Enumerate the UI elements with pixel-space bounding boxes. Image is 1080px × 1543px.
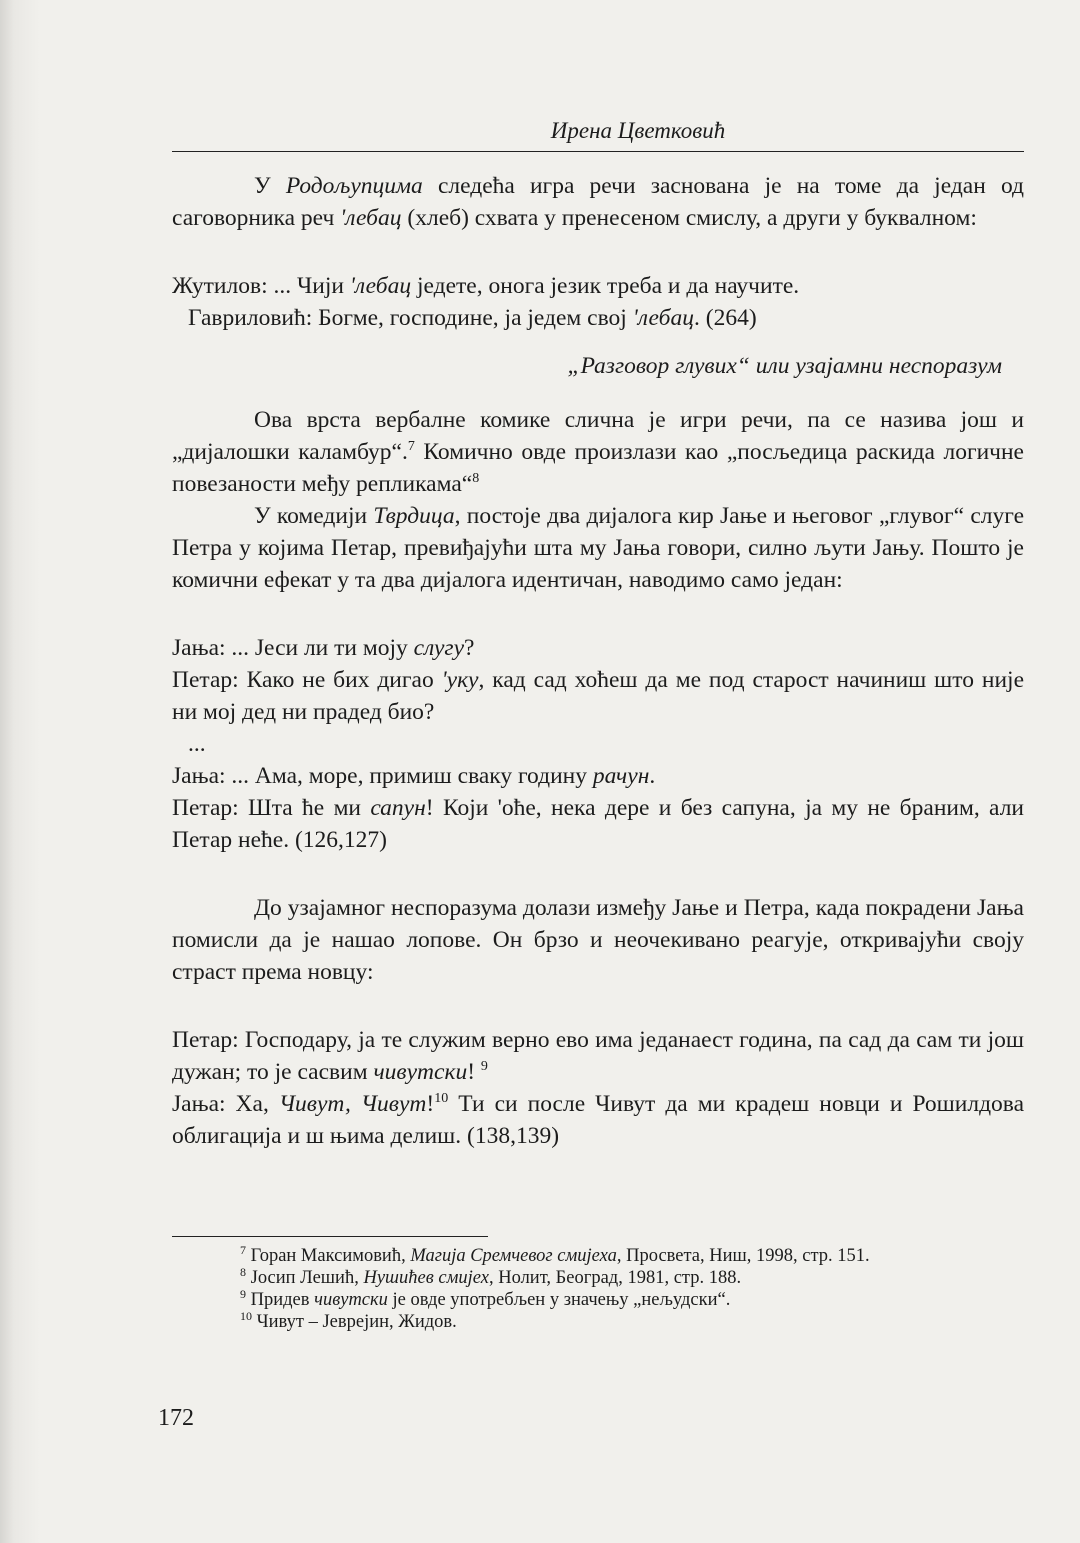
term-lebac: 'лебац: [340, 205, 402, 231]
dialogue-line: Гавриловић: Богме, господине, ја једем свој 'лебац. (264): [188, 305, 757, 331]
dialogue-3: [172, 1024, 1024, 1152]
paragraph-2: Ова врста вербалне комике слична је игри речи, па се назива још и „дијалошки каламбур“.$^7$ Комично овде произлази као „посљедица раскида логичне повезаности међу репликама“$^8$: [172, 407, 1024, 497]
dialogue-1: [172, 270, 1024, 334]
footnote: $^9$ Придев чивутски је овде употребљен у значењу „нељудски“.: [240, 1286, 731, 1310]
dialogue-line: Јања: ... Јеси ли ти моју слугу?: [172, 635, 475, 661]
dialogue-line: Јања: Ха, Чивут, Чивут!$^{10}$ Ти си после Чивут да ми крадеш новци и Рошилдова облигација и ш њима делиш. (138,139): [172, 1091, 1025, 1149]
dialogue-line: Петар: Како не бих дигао 'уку, кад сад хоћеш да ме под старост начиниш што није ни мој дед ни прадед био?: [172, 667, 1024, 725]
paragraph-1: У Родољупцима следећа игра речи заснована је на томе да један од саговорника реч 'лебац (хлеб) схвата у пренесеном смислу, а други у буквалном:: [172, 173, 1024, 231]
footnote: $^{10}$ Чивут – Јеврејин, Жидов.: [240, 1308, 457, 1332]
title-tvrdica: Тврдица: [373, 503, 455, 529]
page-content: [172, 118, 1024, 1333]
dialogue-2: [172, 632, 1024, 856]
dialogue-line: Петар: Шта ће ми сапун! Који 'оће, нека дере и без сапуна, ја му не браним, али Петар неће. (126,127): [172, 795, 1024, 853]
footnotes: [172, 1242, 1024, 1333]
page-number: 172: [158, 1405, 194, 1431]
footnote: $^8$ Јосип Лешић, Нушићев смијех, Нолит, Београд, 1981, стр. 188.: [240, 1264, 742, 1288]
footnote-ref: 10: [434, 1091, 449, 1107]
footnote-ref: 7: [407, 439, 415, 455]
dialogue-line: Петар: Господару, ја те служим верно ево има једанаест година, па сад да сам ти још дужан; то је сасвим чивутски! $^9$: [172, 1027, 1024, 1085]
footnote-ref: 8: [472, 471, 480, 487]
running-head: Ирена Цветковић: [172, 118, 1024, 152]
footnote-ref: 9: [480, 1059, 488, 1075]
section-heading: „Разговор глувих“ или узајамни неспоразум: [567, 353, 1002, 379]
dialogue-ellipsis: ...: [188, 731, 206, 757]
footnote: $^7$ Горан Максимовић, Магија Сремчевог смијеха, Просвета, Ниш, 1998, стр. 151.: [240, 1242, 870, 1266]
title-rodoljupci: Родољупцима: [285, 173, 423, 199]
footnote-divider: [172, 1236, 488, 1237]
paragraph-4: До узајамног неспоразума долази између Јање и Петра, када покрадени Јања помисли да је нашао лопове. Он брзо и неочекивано реагује, откривајући своју страст према новцу:: [172, 895, 1024, 985]
dialogue-line: Жутилов: ... Чији 'лебац једете, онога језик треба и да научите.: [172, 273, 800, 299]
paragraph-3: У комедији Тврдица, постоје два дијалога кир Јање и његовог „глувог“ слуге Петра у којима Петар, превиђајући шта му Јања говори, силно љути Јању. Пошто је комични ефекат у та два дијалога идентичан, наводимо само један:: [172, 503, 1025, 593]
dialogue-line: Јања: ... Ама, море, примиш сваку годину рачун.: [172, 763, 656, 789]
